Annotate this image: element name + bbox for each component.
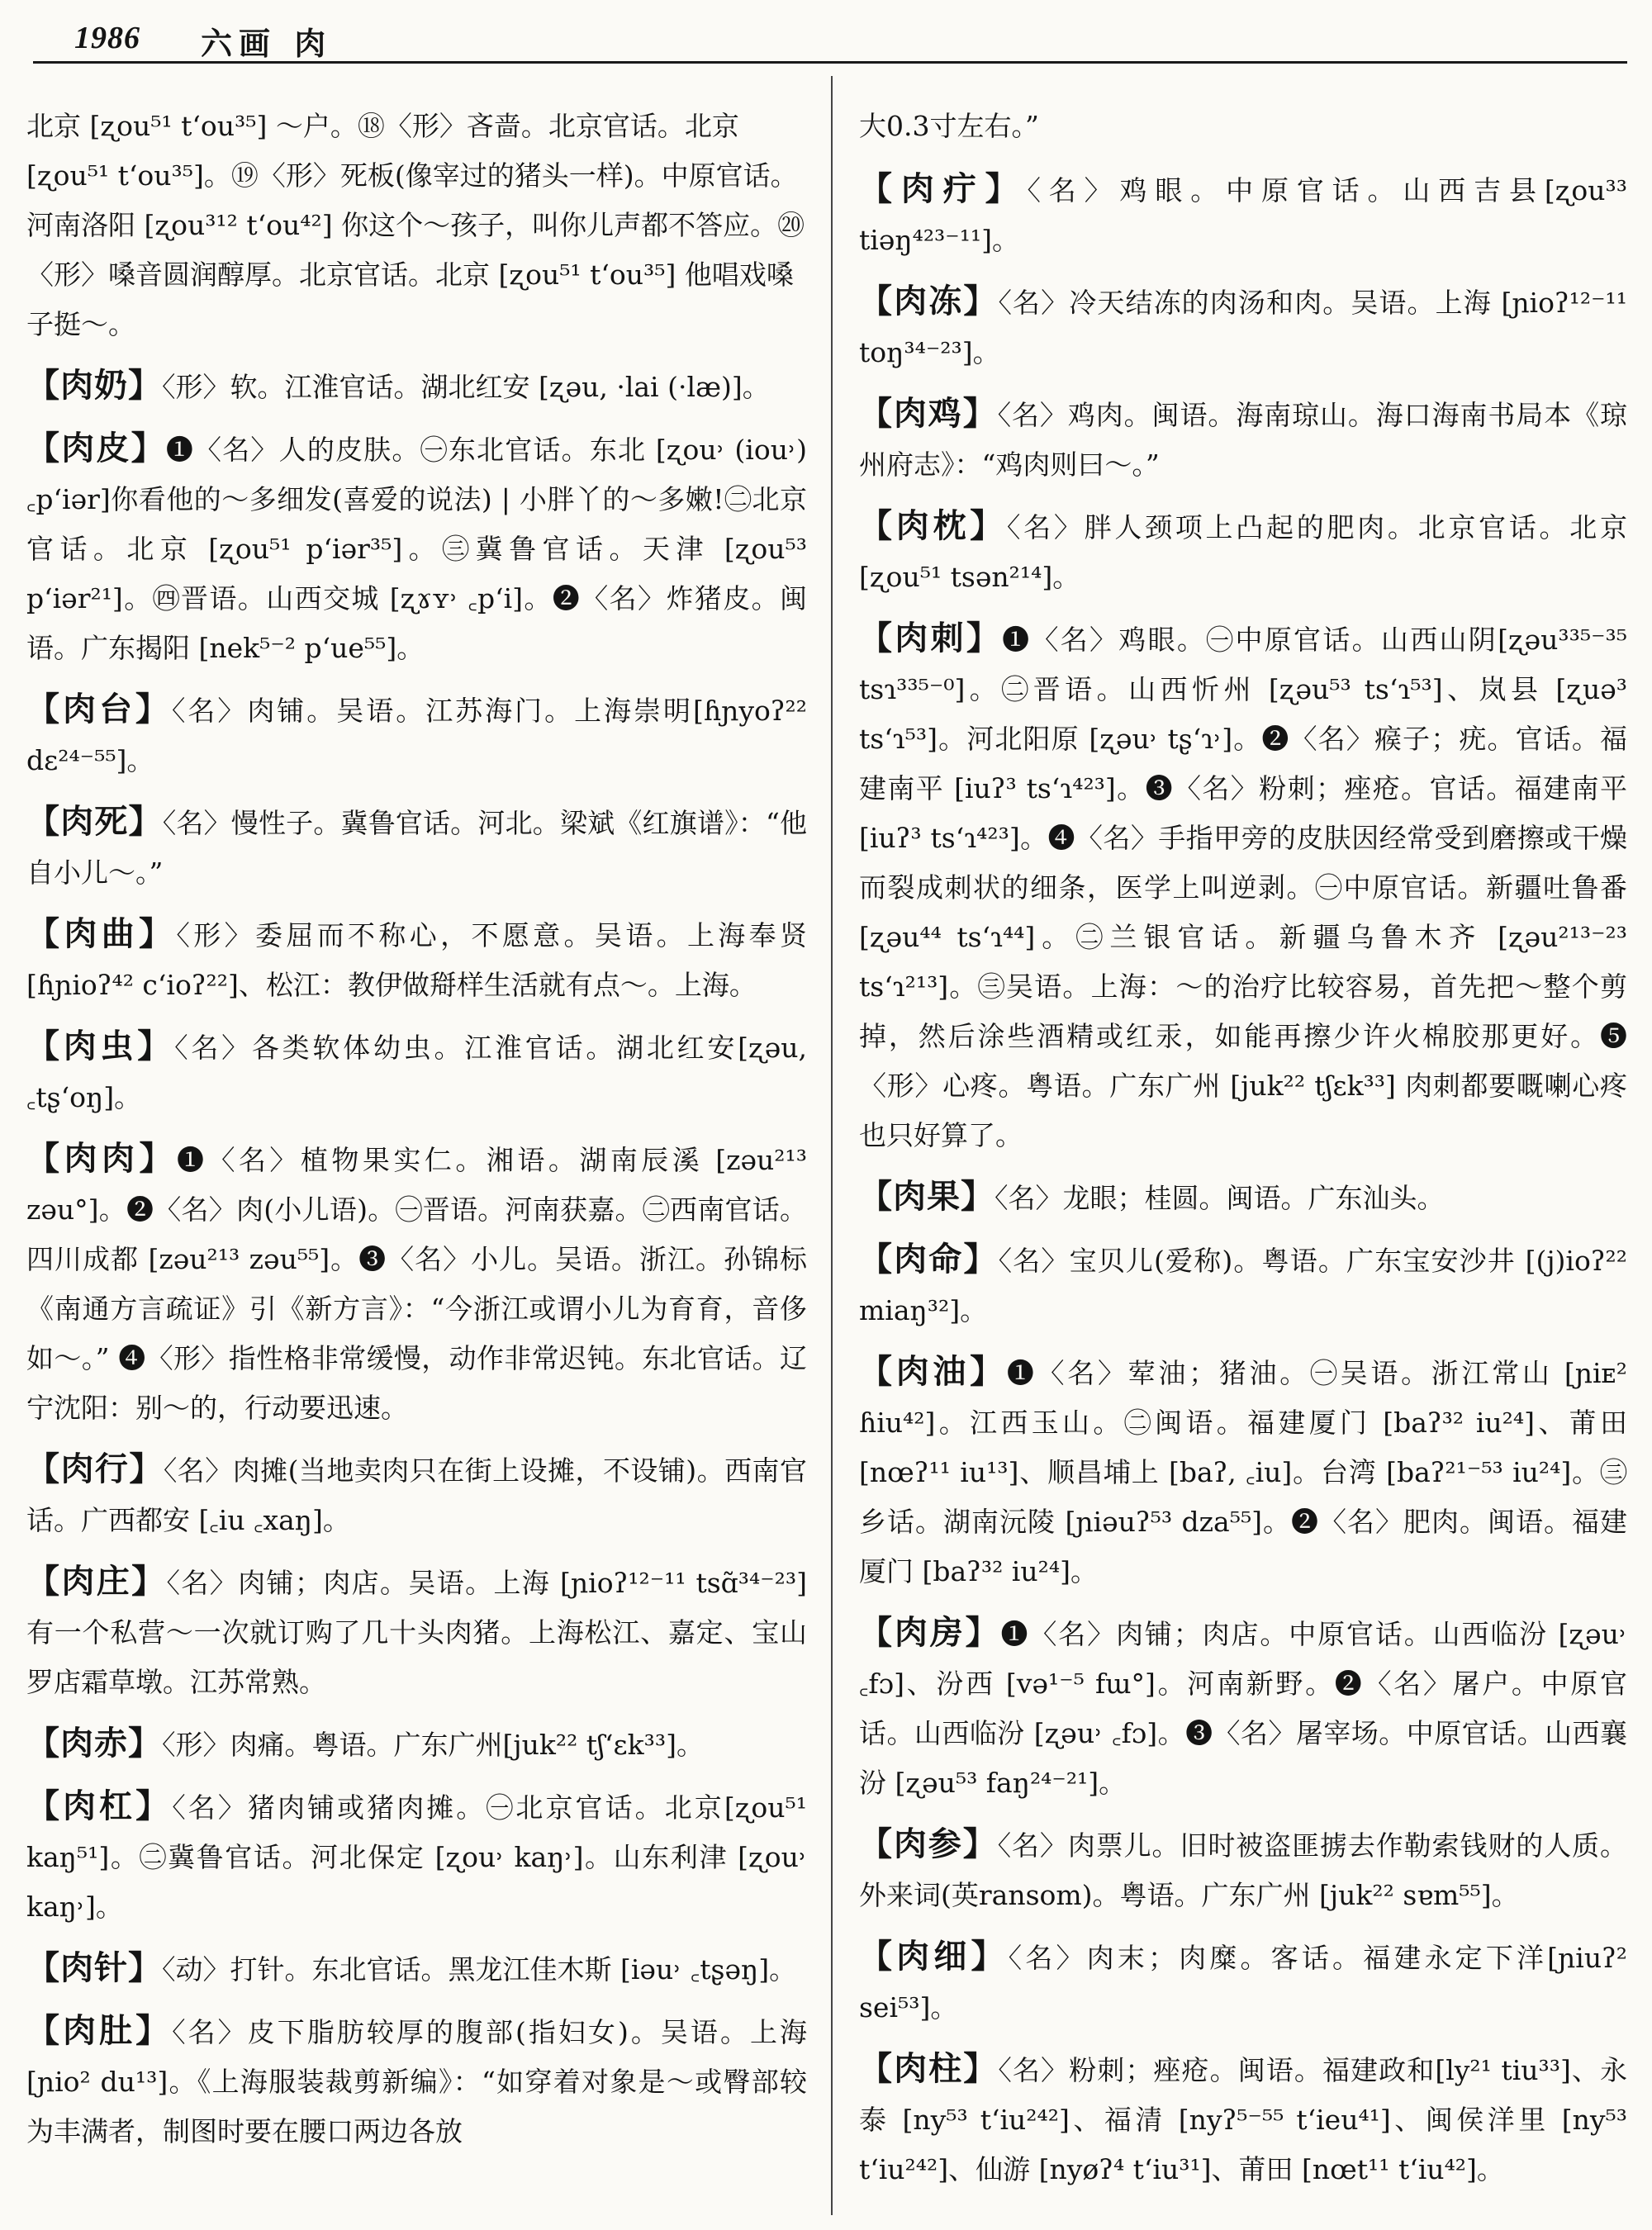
definition: ❶〈名〉荤油；猪油。㊀吴语。浙江常山 [ɲiᴇ² ɦiu⁴²]。江西玉山。㊁闽语。福建厦门 [baʔ³² iu²⁴]、莆田 [nœʔ¹¹ iu¹³]、顺昌埔上 [baʔ, ꜀iu]。台湾 [baʔ²¹⁻⁵³ iu²⁴]。㊂乡话。湖南沅陵 [ɲiəuʔ⁵³ dza⁵⁵]。❷〈名〉肥肉。闽语。福建厦门 [baʔ³² iu²⁴]。 [859, 1357, 1627, 1587]
definition: 〈名〉鸡肉。闽语。海南琼山。海口海南书局本《琼州府志》：“鸡肉则曰～。” [859, 399, 1627, 481]
dictionary-entry [859, 2044, 1627, 2194]
headword: 【肉虫】 [26, 1027, 175, 1065]
dictionary-entry [26, 1719, 807, 1770]
headword: 【肉鸡】 [859, 394, 998, 433]
headword: 【肉疔】 [859, 169, 1028, 208]
headword: 【肉曲】 [26, 914, 177, 953]
dictionary-entry [26, 1557, 807, 1707]
page-header [23, 8, 1629, 63]
page-number: 1986 [74, 21, 140, 55]
headword: 【肉冻】 [859, 282, 999, 320]
headword: 【肉奶】 [26, 366, 162, 405]
headword: 【肉行】 [26, 1450, 164, 1488]
continued-text: 大0.3寸左右。” [859, 110, 1039, 142]
dictionary-entry [859, 389, 1627, 490]
definition: 〈形〉委屈而不称心，不愿意。吴语。上海奉贤 [ɦɲioʔ⁴² c‘ioʔ²²]、松江：教伊做搿样生活就有点～。上海。 [26, 919, 807, 1001]
definition: ❶〈名〉植物果实仁。湘语。湖南辰溪 [zəu²¹³ zəu°]。❷〈名〉肉(小儿语)。㊀晋语。河南获嘉。㊁西南官话。四川成都 [zəu²¹³ zəu⁵⁵]。❸〈名〉小儿。吴语。浙江。孙锦标《南通方言疏证》引《新方言》：“今浙江或谓小儿为育育，音侈如～。” ❹〈形〉指性格非常缓慢，动作非常迟钝。东北官话。辽宁沈阳：别～的，行动要迅速。 [26, 1144, 807, 1424]
definition: 〈名〉肉票儿。旧时被盗匪掳去作勒索钱财的人质。外来词(英ransom)。粤语。广东广州 [juk²² sɐm⁵⁵]。 [859, 1829, 1627, 1911]
dictionary-entry [26, 909, 807, 1010]
column-divider [831, 76, 833, 2215]
headword: 【肉死】 [26, 802, 163, 841]
definition: 〈名〉肉铺；肉店。吴语。上海 [ɲioʔ¹²⁻¹¹ tsɑ̃³⁴⁻²³] 有一个私营～一次就订购了几十头肉猪。上海松江、嘉定、宝山罗店霜草墩。江苏常熟。 [26, 1567, 807, 1698]
headword: 【肉枕】 [859, 506, 1007, 545]
definition: 〈形〉肉痛。粤语。广东广州[juk²² tʃ‘ɛk³³]。 [162, 1729, 704, 1761]
section-label: 六画 肉 [201, 25, 333, 62]
dictionary-entry [859, 277, 1627, 377]
definition: 〈名〉肉摊(当地卖肉只在街上设摊，不设铺)。西南官话。广西都安 [꜀iu ꜀xaŋ]。 [26, 1454, 807, 1536]
dictionary-entry [859, 1932, 1627, 2033]
dictionary-entry [26, 685, 807, 785]
definition: 〈名〉肉铺。吴语。江苏海门。上海崇明[ɦɲyoʔ²² dɛ²⁴⁻⁵⁵]。 [26, 695, 807, 776]
headword: 【肉肉】 [26, 1139, 177, 1178]
headword: 【肉刺】 [859, 619, 1003, 657]
dictionary-entry [859, 164, 1627, 265]
dictionary-entry [859, 1347, 1627, 1597]
headword: 【肉命】 [859, 1240, 999, 1279]
definition: 〈名〉鸡眼。中原官话。山西吉县[ʐou³³ tiəŋ⁴²³⁻¹¹]。 [859, 174, 1627, 256]
headword: 【肉针】 [26, 1948, 162, 1987]
dictionary-entry [26, 1445, 807, 1545]
headword: 【肉果】 [859, 1177, 995, 1216]
dictionary-entry [26, 1022, 807, 1122]
header-rule [33, 61, 1627, 64]
definition: ❶〈名〉肉铺；肉店。中原官话。山西临汾 [ʐəu˒ ꜀fɔ]、汾西 [və¹⁻⁵ fɯ°]。河南新野。❷〈名〉屠户。中原官话。山西临汾 [ʐəu˒ ꜀fɔ]。❸〈名〉屠宰场。中原官话。山西襄汾 [ʐəu⁵³ faŋ²⁴⁻²¹]。 [859, 1618, 1627, 1799]
dictionary-entry [26, 361, 807, 412]
dictionary-entry [26, 1782, 807, 1932]
definition: 〈名〉皮下脂肪较厚的腹部(指妇女)。吴语。上海 [ɲio² du¹³]。《上海服装裁剪新编》：“如穿着对象是～或臀部较为丰满者，制图时要在腰口两边各放 [26, 2016, 807, 2147]
definition: ❶〈名〉鸡眼。㊀中原官话。山西山阴[ʐəu³³⁵⁻³⁵ tsɿ³³⁵⁻⁰]。㊁晋语。山西忻州 [ʐəu⁵³ ts‘ɿ⁵³]、岚县 [ʐuə³ ts‘ɿ⁵³]。河北阳原 [ʐəu˒ tʂ‘ɿ˒]。❷〈名〉瘊子；疣。官话。福建南平 [iuʔ³ ts‘ɿ⁴²³]。❸〈名〉粉刺；痤疮。官话。福建南平 [iuʔ³ ts‘ɿ⁴²³]。❹〈名〉手指甲旁的皮肤因经常受到磨擦或干燥而裂成刺状的细条，医学上叫逆剥。㊀中原官话。新疆吐鲁番 [ʐəu⁴⁴ ts‘ɿ⁴⁴]。㊁兰银官话。新疆乌鲁木齐 [ʐəu²¹³⁻²³ ts‘ɿ²¹³]。㊂吴语。上海：～的治疗比较容易，首先把～整个剪掉，然后涂些酒精或红汞，如能再擦少许火棉胶那更好。❺〈形〉心疼。粤语。广东广州 [juk²² tʃɛk³³] 肉刺都要嘅喇心疼也只好算了。 [859, 624, 1627, 1151]
dictionary-entry [859, 1820, 1627, 1920]
definition: 〈名〉冷天结冻的肉汤和肉。吴语。上海 [ɲioʔ¹²⁻¹¹ toŋ³⁴⁻²³]。 [859, 287, 1627, 368]
dictionary-entry [859, 1235, 1627, 1336]
definition: 〈动〉打针。东北官话。黑龙江佳木斯 [iəu˒ ꜀tʂəŋ]。 [162, 1953, 797, 1986]
headword: 【肉杠】 [26, 1786, 173, 1825]
headword: 【肉赤】 [26, 1724, 162, 1763]
dictionary-entry [26, 1134, 807, 1433]
definition: ❶〈名〉人的皮肤。㊀东北官话。东北 [ʐou˒ (iou˒) ꜀p‘iər]你看他的～多细发(喜爱的说法) | 小胖丫的～多嫩!㊁北京官话。北京 [ʐou⁵¹ p‘iər³⁵]。㊂冀鲁官话。天津 [ʐou⁵³ p‘iər²¹]。㊃晋语。山西交城 [ʐɤʏ˒ ꜀p‘i]。❷〈名〉炸猪皮。闽语。广东揭阳 [nek⁵⁻² p‘ue⁵⁵]。 [26, 434, 807, 664]
headword: 【肉柱】 [859, 2049, 999, 2088]
definition: 〈名〉慢性子。冀鲁官话。河北。梁斌《红旗谱》：“他自小儿～。” [26, 807, 807, 889]
headword: 【肉参】 [859, 1824, 998, 1863]
definition: 〈名〉胖人颈项上凸起的肥肉。北京官话。北京 [ʐou⁵¹ tsən²¹⁴]。 [859, 511, 1627, 593]
dictionary-entry [26, 2006, 807, 2156]
headword: 【肉台】 [26, 690, 172, 728]
dictionary-entry [26, 797, 807, 898]
headword: 【肉庄】 [26, 1562, 167, 1601]
definition: 〈形〉软。江淮官话。湖北红安 [ʐəu, ·lai (·læ)]。 [162, 371, 770, 403]
definition: 〈名〉粉刺；痤疮。闽语。福建政和[ly²¹ tiu³³]、永泰 [ny⁵³ t‘iu²⁴²]、福清 [nyʔ⁵⁻⁵⁵ t‘ieu⁴¹]、闽侯洋里 [ny⁵³ t‘iu²⁴²]、仙游 [nyøʔ⁴ t‘iu³¹]、莆田 [nœt¹¹ t‘iu⁴²]。 [859, 2054, 1627, 2185]
definition: 〈名〉肉末；肉糜。客话。福建永定下洋[ɲiuʔ² sei⁵³]。 [859, 1942, 1627, 2024]
dictionary-entry [859, 1608, 1627, 1808]
definition: 〈名〉猪肉铺或猪肉摊。㊀北京官话。北京[ʐou⁵¹ kaŋ⁵¹]。㊁冀鲁官话。河北保定 [ʐou˒ kaŋ˒]。山东利津 [ʐou˒ kaŋ˒]。 [26, 1791, 807, 1923]
definition: 〈名〉各类软体幼虫。江淮官话。湖北红安[ʐəu, ꜀tʂ‘oŋ]。 [26, 1032, 807, 1113]
definition: 〈名〉龙眼；桂圆。闽语。广东汕头。 [995, 1182, 1445, 1214]
headword: 【肉油】 [859, 1352, 1007, 1391]
definition: 〈名〉宝贝儿(爱称)。粤语。广东宝安沙井 [(j)ioʔ²² miaŋ³²]。 [859, 1245, 1627, 1326]
left-column [26, 74, 807, 2213]
dictionary-entry [26, 1943, 807, 1995]
headword: 【肉房】 [859, 1613, 1001, 1652]
right-column [859, 74, 1627, 2213]
dictionary-entry [859, 501, 1627, 602]
headword: 【肉细】 [859, 1937, 1009, 1976]
dictionary-entry [859, 614, 1627, 1160]
dictionary-entry [859, 1172, 1627, 1223]
headword: 【肉皮】 [26, 429, 166, 467]
dictionary-entry [26, 424, 807, 673]
headword: 【肉肚】 [26, 2011, 173, 2050]
continued-text: 北京 [ʐou⁵¹ t‘ou³⁵] ～户。⑱〈形〉吝啬。北京官话。北京 [ʐou⁵¹ t‘ou³⁵]。⑲〈形〉死板(像宰过的猪头一样)。中原官话。河南洛阳 [ʐou³¹² t‘ou⁴²] 你这个～孩子，叫你儿声都不答应。⑳〈形〉嗓音圆润醇厚。北京官话。北京 [ʐou⁵¹ t‘ou³⁵] 他唱戏嗓子挺～。 [26, 110, 805, 340]
